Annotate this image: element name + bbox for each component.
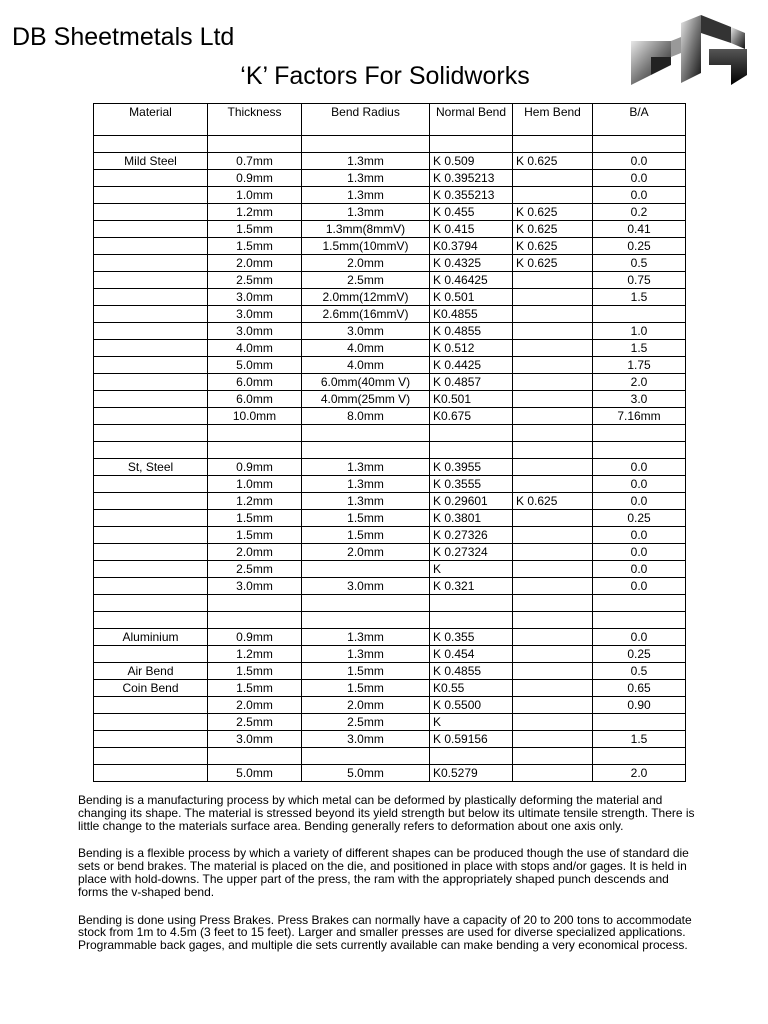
- table-cell: [94, 204, 208, 221]
- table-row: [94, 221, 686, 238]
- table-cell: 5.0mm: [302, 765, 430, 782]
- table-cell: 2.5mm: [208, 561, 302, 578]
- table-cell: [94, 136, 208, 153]
- table-cell: K 0.321: [430, 578, 513, 595]
- table-cell: K 0.454: [430, 646, 513, 663]
- table-cell: [430, 425, 513, 442]
- table-header-row: [94, 104, 686, 136]
- table-cell: [593, 748, 686, 765]
- table-cell: 7.16mm: [593, 408, 686, 425]
- table-cell: 1.3mm: [302, 493, 430, 510]
- table-cell: 4.0mm: [208, 340, 302, 357]
- table-cell: 1.5: [593, 340, 686, 357]
- table-cell: 2.0mm: [208, 544, 302, 561]
- table-cell: [513, 561, 593, 578]
- table-cell: [513, 425, 593, 442]
- table-row: [94, 153, 686, 170]
- table-cell: 1.3mm: [302, 629, 430, 646]
- table-cell: [513, 629, 593, 646]
- table-cell: 2.0mm: [208, 697, 302, 714]
- table-cell: [94, 170, 208, 187]
- table-cell: K 0.395213: [430, 170, 513, 187]
- table-row: [94, 561, 686, 578]
- table-row: [94, 340, 686, 357]
- table-row: [94, 255, 686, 272]
- table-cell: K 0.501: [430, 289, 513, 306]
- table-cell: 0.0: [593, 493, 686, 510]
- table-cell: K 0.4425: [430, 357, 513, 374]
- table-cell: [593, 306, 686, 323]
- table-cell: 2.0mm(12mmV): [302, 289, 430, 306]
- table-cell: [302, 136, 430, 153]
- table-cell: [94, 289, 208, 306]
- table-cell: Air Bend: [94, 663, 208, 680]
- table-cell: [430, 595, 513, 612]
- table-cell: 0.25: [593, 510, 686, 527]
- table-row: [94, 629, 686, 646]
- column-header: Bend Radius: [302, 104, 430, 136]
- table-cell: [94, 697, 208, 714]
- table-cell: 1.5: [593, 289, 686, 306]
- table-cell: [513, 612, 593, 629]
- table-cell: K 0.512: [430, 340, 513, 357]
- table-cell: [513, 340, 593, 357]
- table-row: [94, 527, 686, 544]
- table-cell: K 0.3955: [430, 459, 513, 476]
- table-cell: [94, 255, 208, 272]
- table-cell: 2.5mm: [208, 714, 302, 731]
- db-logo-icon: [627, 13, 753, 89]
- table-cell: K 0.509: [430, 153, 513, 170]
- table-cell: K 0.415: [430, 221, 513, 238]
- table-cell: [513, 527, 593, 544]
- table-row: [94, 272, 686, 289]
- table-cell: [513, 697, 593, 714]
- table-cell: [430, 748, 513, 765]
- table-cell: 1.3mm: [302, 204, 430, 221]
- table-cell: 1.3mm: [302, 476, 430, 493]
- table-cell: [94, 527, 208, 544]
- table-cell: 1.5: [593, 731, 686, 748]
- table-cell: Aluminium: [94, 629, 208, 646]
- table-row: [94, 748, 686, 765]
- table-cell: 1.5mm: [208, 527, 302, 544]
- table-cell: [513, 289, 593, 306]
- table-cell: [94, 374, 208, 391]
- table-cell: [513, 187, 593, 204]
- table-cell: 0.25: [593, 646, 686, 663]
- table-row: [94, 442, 686, 459]
- table-cell: 2.0mm: [302, 697, 430, 714]
- table-cell: [94, 510, 208, 527]
- table-cell: 0.75: [593, 272, 686, 289]
- table-cell: K 0.355: [430, 629, 513, 646]
- table-cell: [513, 510, 593, 527]
- table-cell: [513, 442, 593, 459]
- table-cell: 1.5mm: [208, 680, 302, 697]
- table-cell: 1.5mm(10mmV): [302, 238, 430, 255]
- table-cell: [302, 425, 430, 442]
- table-cell: 0.65: [593, 680, 686, 697]
- table-cell: 0.9mm: [208, 170, 302, 187]
- table-cell: 0.9mm: [208, 629, 302, 646]
- table-cell: [430, 136, 513, 153]
- table-cell: [94, 731, 208, 748]
- table-cell: 0.0: [593, 459, 686, 476]
- table-row: [94, 544, 686, 561]
- table-cell: K 0.625: [513, 221, 593, 238]
- table-cell: [208, 136, 302, 153]
- table-row: [94, 459, 686, 476]
- table-cell: 1.5mm: [302, 680, 430, 697]
- table-cell: K0.3794: [430, 238, 513, 255]
- table-cell: [94, 646, 208, 663]
- table-cell: [593, 595, 686, 612]
- table-cell: K 0.5500: [430, 697, 513, 714]
- table-row: [94, 595, 686, 612]
- table-cell: Coin Bend: [94, 680, 208, 697]
- table-cell: 5.0mm: [208, 357, 302, 374]
- table-cell: 0.0: [593, 629, 686, 646]
- table-cell: 3.0mm: [302, 578, 430, 595]
- table-cell: [94, 476, 208, 493]
- table-cell: [513, 680, 593, 697]
- table-row: [94, 357, 686, 374]
- table-cell: Mild Steel: [94, 153, 208, 170]
- paragraph: Bending is a flexible process by which a variety of different shapes can be produced though the use of standard die sets or bend brakes. The material is placed on the die, and positioned in place with stops and/or gages. It is held in place with hold-downs. The upper part of the press, the ram with the appropriately shaped punch descends and forms the v-shaped bend.: [78, 846, 689, 899]
- table-row: [94, 476, 686, 493]
- table-cell: [94, 357, 208, 374]
- table-cell: K0.55: [430, 680, 513, 697]
- table-cell: [94, 748, 208, 765]
- table-cell: K: [430, 714, 513, 731]
- table-cell: [513, 170, 593, 187]
- table-cell: [208, 748, 302, 765]
- table-row: [94, 612, 686, 629]
- table-cell: K 0.3801: [430, 510, 513, 527]
- table-cell: 0.5: [593, 255, 686, 272]
- table-cell: [94, 306, 208, 323]
- table-cell: [513, 272, 593, 289]
- table-cell: [94, 612, 208, 629]
- table-cell: [513, 408, 593, 425]
- table-cell: 2.0: [593, 374, 686, 391]
- paragraph: Bending is done using Press Brakes. Press Brakes can normally have a capacity of 20 to 200 tons to accommodate stock from 1m to 4.5m (3 feet to 15 feet). Larger and smaller presses are used for diverse specialized applications. Programmable back gages, and multiple die sets currently available can make bending a very economical process.: [78, 912, 692, 953]
- table-cell: 1.5mm: [302, 510, 430, 527]
- table-cell: 3.0mm: [208, 578, 302, 595]
- table-cell: 4.0mm(25mm V): [302, 391, 430, 408]
- table-cell: 0.9mm: [208, 459, 302, 476]
- table-cell: K 0.3555: [430, 476, 513, 493]
- table-cell: [94, 544, 208, 561]
- table-cell: 2.0mm: [208, 255, 302, 272]
- table-cell: 1.0mm: [208, 187, 302, 204]
- table-row: [94, 646, 686, 663]
- table-cell: 0.0: [593, 153, 686, 170]
- table-cell: [513, 544, 593, 561]
- table-cell: [94, 187, 208, 204]
- k-factor-table: [93, 103, 686, 782]
- table-cell: K 0.4857: [430, 374, 513, 391]
- table-cell: [94, 442, 208, 459]
- table-cell: 2.0: [593, 765, 686, 782]
- table-cell: [513, 748, 593, 765]
- table-cell: 3.0mm: [302, 323, 430, 340]
- table-cell: 0.0: [593, 476, 686, 493]
- table-cell: 1.5mm: [302, 663, 430, 680]
- table-cell: [208, 612, 302, 629]
- table-cell: 0.90: [593, 697, 686, 714]
- table-cell: [430, 442, 513, 459]
- table-cell: [302, 561, 430, 578]
- table-cell: [94, 272, 208, 289]
- table-cell: [513, 374, 593, 391]
- table-cell: K0.5279: [430, 765, 513, 782]
- table-cell: 2.5mm: [208, 272, 302, 289]
- table-cell: [94, 493, 208, 510]
- table-cell: 2.0mm: [302, 544, 430, 561]
- table-row: [94, 306, 686, 323]
- table-cell: [593, 612, 686, 629]
- table-cell: K 0.4855: [430, 323, 513, 340]
- table-cell: 1.2mm: [208, 646, 302, 663]
- table-row: [94, 170, 686, 187]
- table-cell: [513, 357, 593, 374]
- table-cell: 0.0: [593, 187, 686, 204]
- table-row: [94, 289, 686, 306]
- paragraph: Bending is a manufacturing process by which metal can be deformed by plastically deforming the material and changing its shape. The material is stressed beyond its yield strength but below its ultimate tensile strength. There is little change to the materials surface area. Bending generally refers to deformation about one axis only.: [78, 793, 695, 833]
- table-cell: 8.0mm: [302, 408, 430, 425]
- table-row: [94, 136, 686, 153]
- table-cell: K0.501: [430, 391, 513, 408]
- table-cell: 0.0: [593, 170, 686, 187]
- table-cell: 1.3mm: [302, 153, 430, 170]
- table-cell: [94, 561, 208, 578]
- table-row: [94, 765, 686, 782]
- table-cell: 1.5mm: [208, 221, 302, 238]
- table-cell: 4.0mm: [302, 357, 430, 374]
- table-cell: 0.0: [593, 561, 686, 578]
- table-cell: [208, 595, 302, 612]
- table-cell: [208, 425, 302, 442]
- table-cell: [513, 459, 593, 476]
- table-cell: 1.75: [593, 357, 686, 374]
- page-title: ‘K’ Factors For Solidworks: [240, 62, 530, 90]
- table-cell: 5.0mm: [208, 765, 302, 782]
- table-row: [94, 408, 686, 425]
- table-cell: K 0.625: [513, 153, 593, 170]
- table-cell: 1.2mm: [208, 204, 302, 221]
- table-cell: K0.4855: [430, 306, 513, 323]
- description-text: [78, 794, 698, 967]
- table-cell: 10.0mm: [208, 408, 302, 425]
- table-cell: [593, 714, 686, 731]
- table-cell: 1.3mm(8mmV): [302, 221, 430, 238]
- table-cell: [513, 391, 593, 408]
- table-cell: [430, 612, 513, 629]
- table-cell: [513, 306, 593, 323]
- table-row: [94, 493, 686, 510]
- table-cell: [94, 340, 208, 357]
- table-cell: K 0.625: [513, 204, 593, 221]
- table-cell: 6.0mm: [208, 374, 302, 391]
- table-row: [94, 391, 686, 408]
- table-row: [94, 510, 686, 527]
- table-cell: [513, 731, 593, 748]
- table-cell: K 0.455: [430, 204, 513, 221]
- column-header: Thickness: [208, 104, 302, 136]
- table-cell: [513, 646, 593, 663]
- table-cell: 1.5mm: [208, 510, 302, 527]
- table-cell: K 0.355213: [430, 187, 513, 204]
- table-cell: [593, 136, 686, 153]
- table-cell: 2.5mm: [302, 714, 430, 731]
- table-cell: 1.2mm: [208, 493, 302, 510]
- table-cell: [94, 408, 208, 425]
- table-cell: K 0.29601: [430, 493, 513, 510]
- table-cell: K0.675: [430, 408, 513, 425]
- table-cell: 1.0mm: [208, 476, 302, 493]
- table-cell: 1.5mm: [302, 527, 430, 544]
- table-row: [94, 663, 686, 680]
- table-cell: 3.0: [593, 391, 686, 408]
- table-cell: 0.0: [593, 578, 686, 595]
- table-cell: [94, 765, 208, 782]
- table-row: [94, 425, 686, 442]
- table-cell: [94, 578, 208, 595]
- table-row: [94, 714, 686, 731]
- column-header: Normal Bend: [430, 104, 513, 136]
- table-cell: 0.2: [593, 204, 686, 221]
- table-row: [94, 680, 686, 697]
- table-cell: 2.5mm: [302, 272, 430, 289]
- table-cell: K 0.46425: [430, 272, 513, 289]
- table-cell: K 0.4325: [430, 255, 513, 272]
- table-cell: 1.3mm: [302, 459, 430, 476]
- table-cell: 1.0: [593, 323, 686, 340]
- table-cell: 0.41: [593, 221, 686, 238]
- table-cell: 0.0: [593, 544, 686, 561]
- table-cell: 0.5: [593, 663, 686, 680]
- table-cell: 1.3mm: [302, 646, 430, 663]
- table-cell: K 0.27324: [430, 544, 513, 561]
- table-row: [94, 578, 686, 595]
- table-cell: 2.6mm(16mmV): [302, 306, 430, 323]
- table-cell: [302, 442, 430, 459]
- table-cell: [593, 442, 686, 459]
- table-cell: 0.7mm: [208, 153, 302, 170]
- table-row: [94, 187, 686, 204]
- column-header: Material: [94, 104, 208, 136]
- table-cell: 3.0mm: [208, 323, 302, 340]
- table-cell: [302, 612, 430, 629]
- table-cell: [513, 595, 593, 612]
- table-row: [94, 697, 686, 714]
- table-cell: [513, 663, 593, 680]
- table-cell: 3.0mm: [302, 731, 430, 748]
- table-cell: 0.25: [593, 238, 686, 255]
- table-row: [94, 731, 686, 748]
- column-header: B/A: [593, 104, 686, 136]
- table-cell: [94, 238, 208, 255]
- table-cell: [208, 442, 302, 459]
- table-cell: [302, 748, 430, 765]
- table-cell: 6.0mm: [208, 391, 302, 408]
- table-cell: [513, 765, 593, 782]
- table-cell: 1.3mm: [302, 170, 430, 187]
- table-cell: [94, 595, 208, 612]
- table-cell: K: [430, 561, 513, 578]
- table-cell: K 0.625: [513, 238, 593, 255]
- column-header: Hem Bend: [513, 104, 593, 136]
- table-cell: [513, 714, 593, 731]
- table-cell: K 0.4855: [430, 663, 513, 680]
- table-cell: [94, 425, 208, 442]
- table-cell: [94, 323, 208, 340]
- table-cell: 0.0: [593, 527, 686, 544]
- table-cell: K 0.625: [513, 493, 593, 510]
- table-cell: 1.5mm: [208, 663, 302, 680]
- table-cell: 1.3mm: [302, 187, 430, 204]
- table-row: [94, 374, 686, 391]
- table-cell: K 0.625: [513, 255, 593, 272]
- table-cell: [94, 391, 208, 408]
- table-cell: 3.0mm: [208, 731, 302, 748]
- company-name: DB Sheetmetals Ltd: [12, 23, 235, 51]
- table-cell: K 0.27326: [430, 527, 513, 544]
- table-cell: [302, 595, 430, 612]
- table-cell: [94, 714, 208, 731]
- table-cell: [513, 136, 593, 153]
- table-cell: [593, 425, 686, 442]
- table-cell: 1.5mm: [208, 238, 302, 255]
- table-cell: 3.0mm: [208, 289, 302, 306]
- table-row: [94, 323, 686, 340]
- table-row: [94, 204, 686, 221]
- table-cell: 4.0mm: [302, 340, 430, 357]
- table-cell: 6.0mm(40mm V): [302, 374, 430, 391]
- table-row: [94, 238, 686, 255]
- table-cell: 2.0mm: [302, 255, 430, 272]
- table-cell: [513, 323, 593, 340]
- table-cell: K 0.59156: [430, 731, 513, 748]
- table-cell: [513, 578, 593, 595]
- table-cell: St, Steel: [94, 459, 208, 476]
- table-cell: [513, 476, 593, 493]
- table-cell: 3.0mm: [208, 306, 302, 323]
- table-cell: [94, 221, 208, 238]
